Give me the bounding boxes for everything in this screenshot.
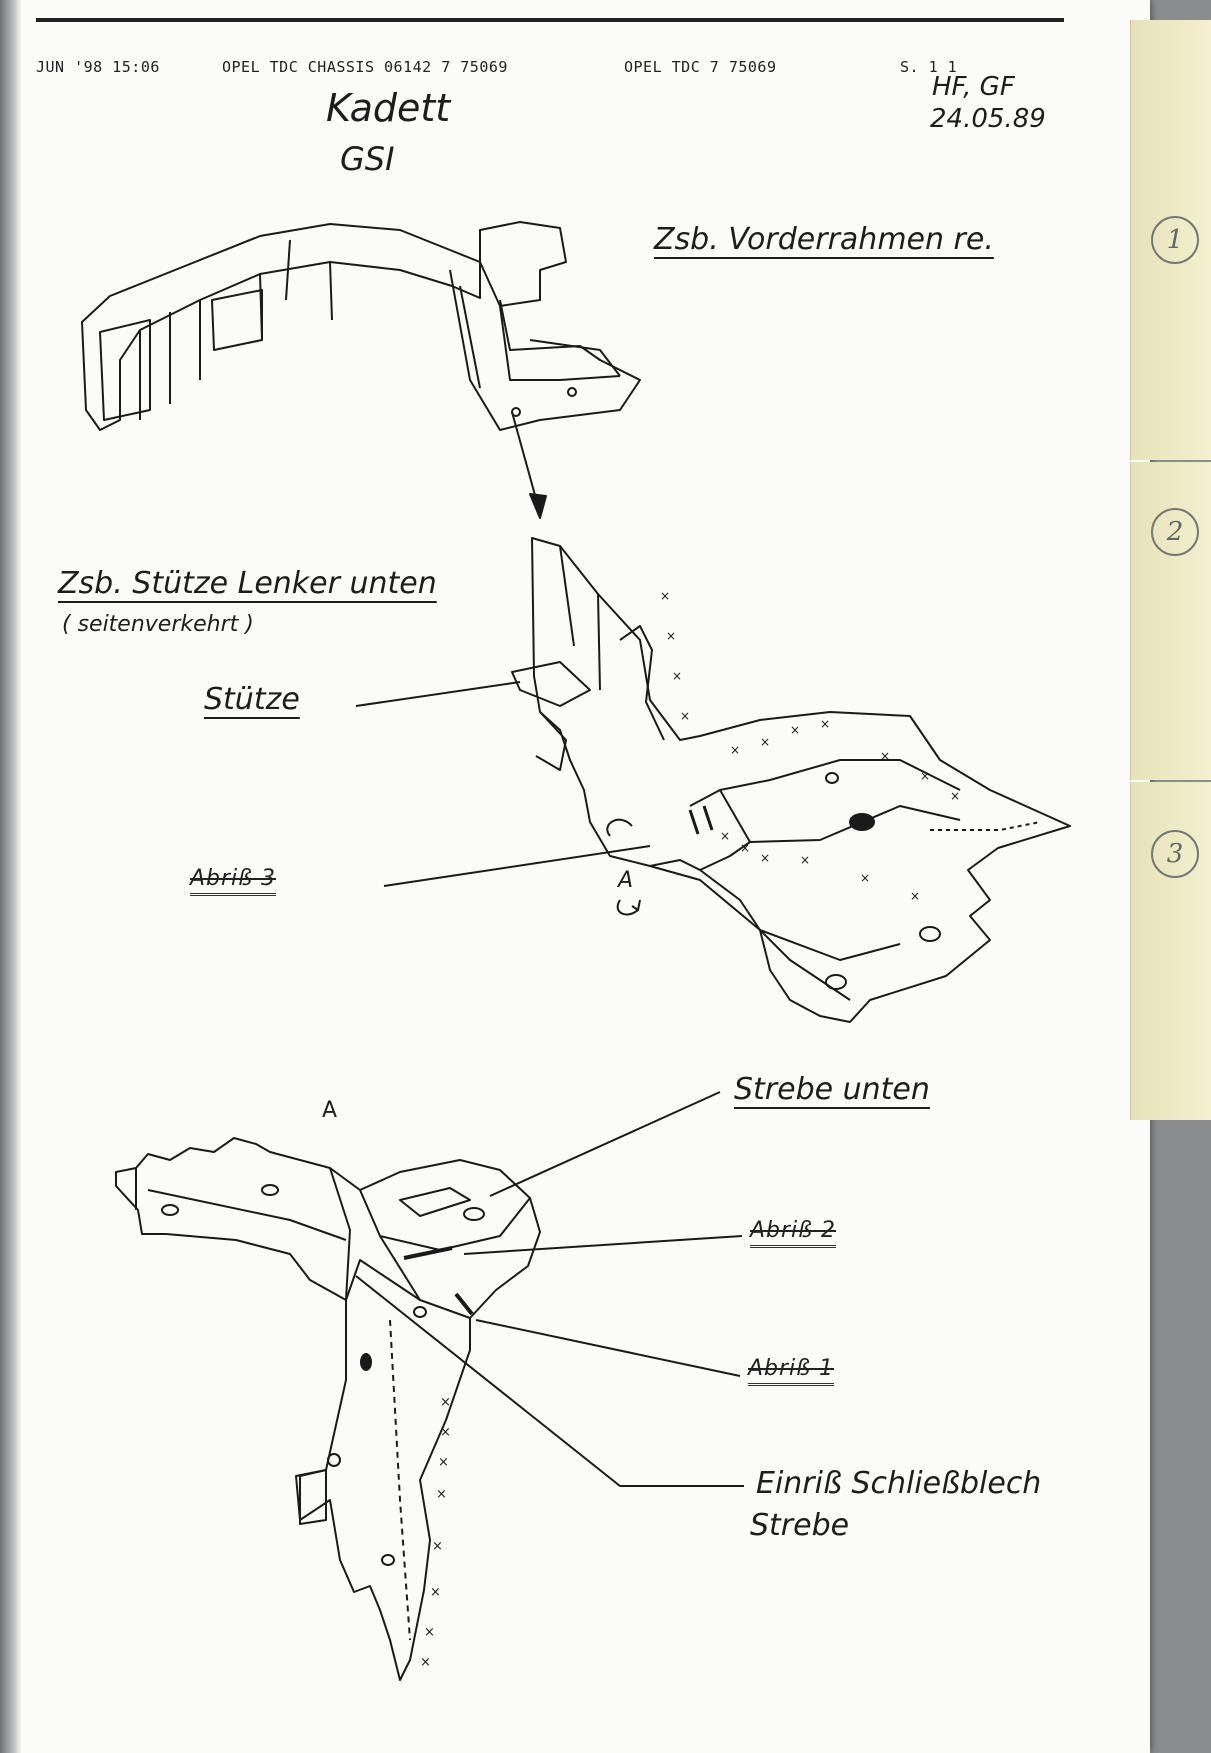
svg-text:×: × <box>672 669 683 683</box>
handwritten-date: 24.05.89 <box>930 104 1046 134</box>
leader-crack <box>356 1276 744 1486</box>
label-tear-2: Abriß 2 <box>750 1218 836 1248</box>
svg-text:×: × <box>666 629 677 643</box>
weld-marks-lower <box>420 1395 451 1670</box>
svg-text:×: × <box>880 749 891 763</box>
view-marker-a: A <box>618 868 634 893</box>
svg-text:×: × <box>920 769 931 783</box>
detail-arrow-line <box>512 412 538 506</box>
fax-sender: OPEL TDC CHASSIS 06142 7 75069 <box>222 58 508 76</box>
label-support: Stütze <box>204 682 300 717</box>
label-lower-support-note: ( seitenverkehrt ) <box>62 612 254 637</box>
svg-text:×: × <box>790 723 801 737</box>
svg-text:×: × <box>440 1395 451 1410</box>
label-lower-strut: Strebe unten <box>734 1072 930 1107</box>
leader-tear-3 <box>384 846 650 886</box>
label-lower-support-title: Zsb. Stütze Lenker unten <box>58 566 437 601</box>
fax-id: OPEL TDC 7 75069 <box>624 58 777 76</box>
tab-number: 2 <box>1151 508 1199 556</box>
svg-text:×: × <box>720 829 731 843</box>
leader-lower-strut <box>490 1092 720 1196</box>
weld-marks-upper <box>660 589 960 903</box>
svg-text:×: × <box>420 1655 431 1670</box>
tab-number: 3 <box>1151 830 1199 878</box>
svg-text:×: × <box>660 589 671 603</box>
svg-text:×: × <box>740 841 751 855</box>
view-a-arrow <box>618 900 640 915</box>
label-crack-line2: Strebe <box>750 1508 850 1543</box>
fax-page-number: S. 1 1 <box>900 58 958 76</box>
leader-support <box>356 682 520 706</box>
leader-tear-1 <box>476 1320 740 1376</box>
svg-text:×: × <box>820 717 831 731</box>
handwritten-variant: GSI <box>340 140 395 178</box>
svg-text:×: × <box>910 889 921 903</box>
svg-text:×: × <box>424 1625 435 1640</box>
detail-arrowhead <box>530 494 546 518</box>
handwritten-model: Kadett <box>326 86 451 130</box>
handwritten-initials: HF, GF <box>932 72 1015 102</box>
label-crack-line1: Einriß Schließblech <box>756 1466 1042 1501</box>
svg-text:×: × <box>950 789 961 803</box>
label-tear-3: Abriß 3 <box>190 866 276 896</box>
svg-text:×: × <box>760 851 771 865</box>
view-a-drawing <box>116 1138 540 1680</box>
svg-text:×: × <box>760 735 771 749</box>
svg-text:×: × <box>440 1425 451 1440</box>
label-tear-1: Abriß 1 <box>748 1356 834 1386</box>
svg-text:×: × <box>432 1539 443 1554</box>
leader-tear-2 <box>464 1236 742 1254</box>
view-label-a: A <box>322 1098 338 1123</box>
svg-text:×: × <box>800 853 811 867</box>
svg-text:×: × <box>680 709 691 723</box>
svg-text:×: × <box>430 1585 441 1600</box>
svg-text:×: × <box>860 871 871 885</box>
front-frame-drawing <box>82 222 640 430</box>
tab-number: 1 <box>1151 216 1199 264</box>
svg-text:×: × <box>436 1487 447 1502</box>
svg-text:×: × <box>438 1455 449 1470</box>
label-front-frame: Zsb. Vorderrahmen re. <box>654 222 994 257</box>
fax-date-time: JUN '98 15:06 <box>36 58 160 76</box>
svg-text:×: × <box>730 743 741 757</box>
lower-support-drawing <box>512 538 1070 1022</box>
